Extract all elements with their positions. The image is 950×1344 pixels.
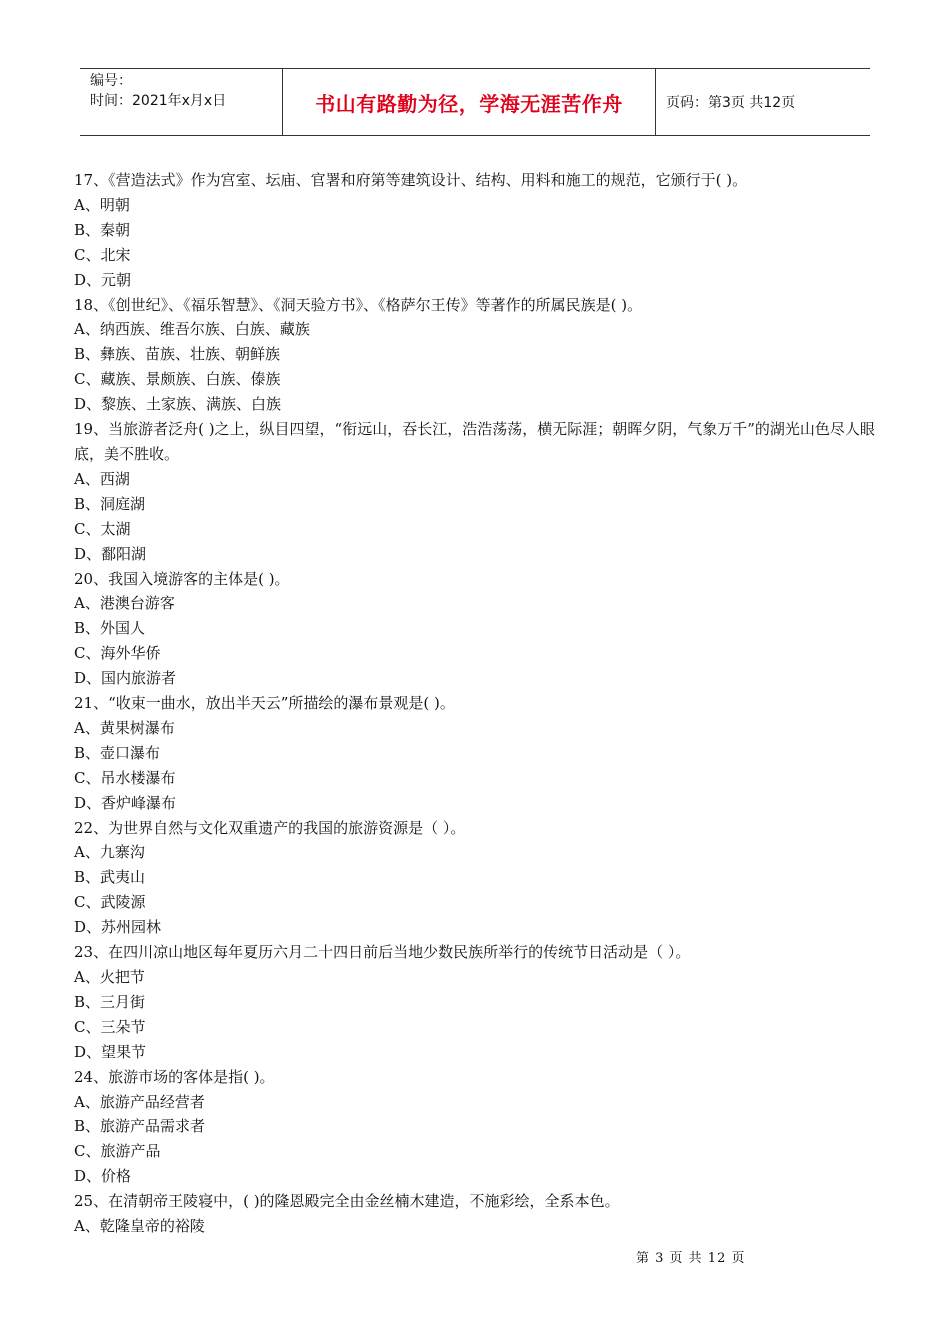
page-header bbox=[80, 68, 870, 136]
question-17: 17、《营造法式》作为宫室、坛庙、官署和府第等建筑设计、结构、用料和施工的规范，它颁行于( )。 bbox=[74, 171, 748, 189]
option-17-a: A、明朝 bbox=[74, 195, 130, 214]
option-23-c: C、三朵节 bbox=[74, 1017, 146, 1036]
option-20-a: A、港澳台游客 bbox=[74, 594, 175, 613]
page-footer: 第 3 页 共 12 页 bbox=[636, 1251, 746, 1266]
question-24: 24、旅游市场的客体是指( )。 bbox=[74, 1067, 275, 1086]
header-meta bbox=[80, 69, 282, 135]
option-21-b: B、壶口瀑布 bbox=[74, 743, 161, 762]
question-19: 19、当旅游者泛舟( )之上，纵目四望，“衔远山，吞长江，浩浩荡荡，横无际涯；朝晖夕阴，气象万千”的湖光山色尽人眼底，美不胜收。 bbox=[74, 420, 875, 463]
option-20-d: D、国内旅游者 bbox=[74, 669, 177, 688]
option-22-c: C、武陵源 bbox=[74, 893, 146, 912]
option-23-a: A、火把节 bbox=[74, 968, 145, 986]
option-23-b: B、三月街 bbox=[74, 992, 146, 1011]
option-24-d: D、价格 bbox=[74, 1167, 132, 1186]
number-label: 编号： bbox=[90, 73, 132, 89]
option-21-d: D、香炉峰瀑布 bbox=[74, 793, 177, 812]
option-24-c: C、旅游产品 bbox=[74, 1142, 161, 1161]
option-19-b: B、洞庭湖 bbox=[74, 494, 146, 513]
option-17-d: D、元朝 bbox=[74, 270, 132, 289]
option-22-d: D、苏州园林 bbox=[74, 918, 162, 937]
question-20: 20、我国入境游客的主体是( )。 bbox=[74, 569, 290, 588]
question-list bbox=[74, 168, 880, 1239]
option-18-d: D、黎族、土家族、满族、白族 bbox=[74, 395, 282, 414]
option-20-b: B、外国人 bbox=[74, 619, 146, 638]
option-20-c: C、海外华侨 bbox=[74, 644, 161, 663]
option-25-a: A、乾隆皇帝的裕陵 bbox=[74, 1217, 205, 1236]
option-24-b: B、旅游产品需求者 bbox=[74, 1117, 206, 1136]
option-24-a: A、旅游产品经营者 bbox=[74, 1092, 205, 1111]
option-22-a: A、九寨沟 bbox=[74, 843, 145, 862]
option-21-a: A、黄果树瀑布 bbox=[74, 718, 175, 737]
question-23: 23、在四川凉山地区每年夏历六月二十四日前后当地少数民族所举行的传统节日活动是（ ）。 bbox=[74, 943, 691, 962]
question-25: 25、在清朝帝王陵寝中，( )的隆恩殿完全由金丝楠木建造，不施彩绘，全系本色。 bbox=[74, 1192, 620, 1211]
option-18-b: B、彝族、苗族、壮族、朝鲜族 bbox=[74, 345, 281, 364]
option-18-a: A、纳西族、维吾尔族、白族、藏族 bbox=[74, 320, 310, 339]
header-page-label: 页码：第3页 共12页 bbox=[666, 95, 796, 111]
option-21-c: C、吊水楼瀑布 bbox=[74, 768, 176, 787]
option-17-c: C、北宋 bbox=[74, 245, 131, 264]
option-23-d: D、望果节 bbox=[74, 1042, 147, 1061]
option-19-d: D、鄱阳湖 bbox=[74, 544, 147, 563]
option-22-b: B、武夷山 bbox=[74, 868, 146, 887]
time-label: 时间：2021年x月x日 bbox=[90, 93, 227, 109]
header-motto: 书山有路勤为径，学海无涯苦作舟 bbox=[282, 69, 656, 135]
question-18: 18、《创世纪》、《福乐智慧》、《洞天验方书》、《格萨尔王传》等著作的所属民族是( )。 bbox=[74, 295, 643, 314]
option-17-b: B、秦朝 bbox=[74, 220, 131, 239]
option-18-c: C、藏族、景颇族、白族、傣族 bbox=[74, 370, 281, 389]
option-19-a: A、西湖 bbox=[74, 469, 130, 488]
option-19-c: C、太湖 bbox=[74, 519, 131, 538]
question-21: 21、“收束一曲水，放出半天云”所描绘的瀑布景观是( )。 bbox=[74, 694, 455, 713]
question-22: 22、为世界自然与文化双重遗产的我国的旅游资源是（ ）。 bbox=[74, 818, 466, 837]
